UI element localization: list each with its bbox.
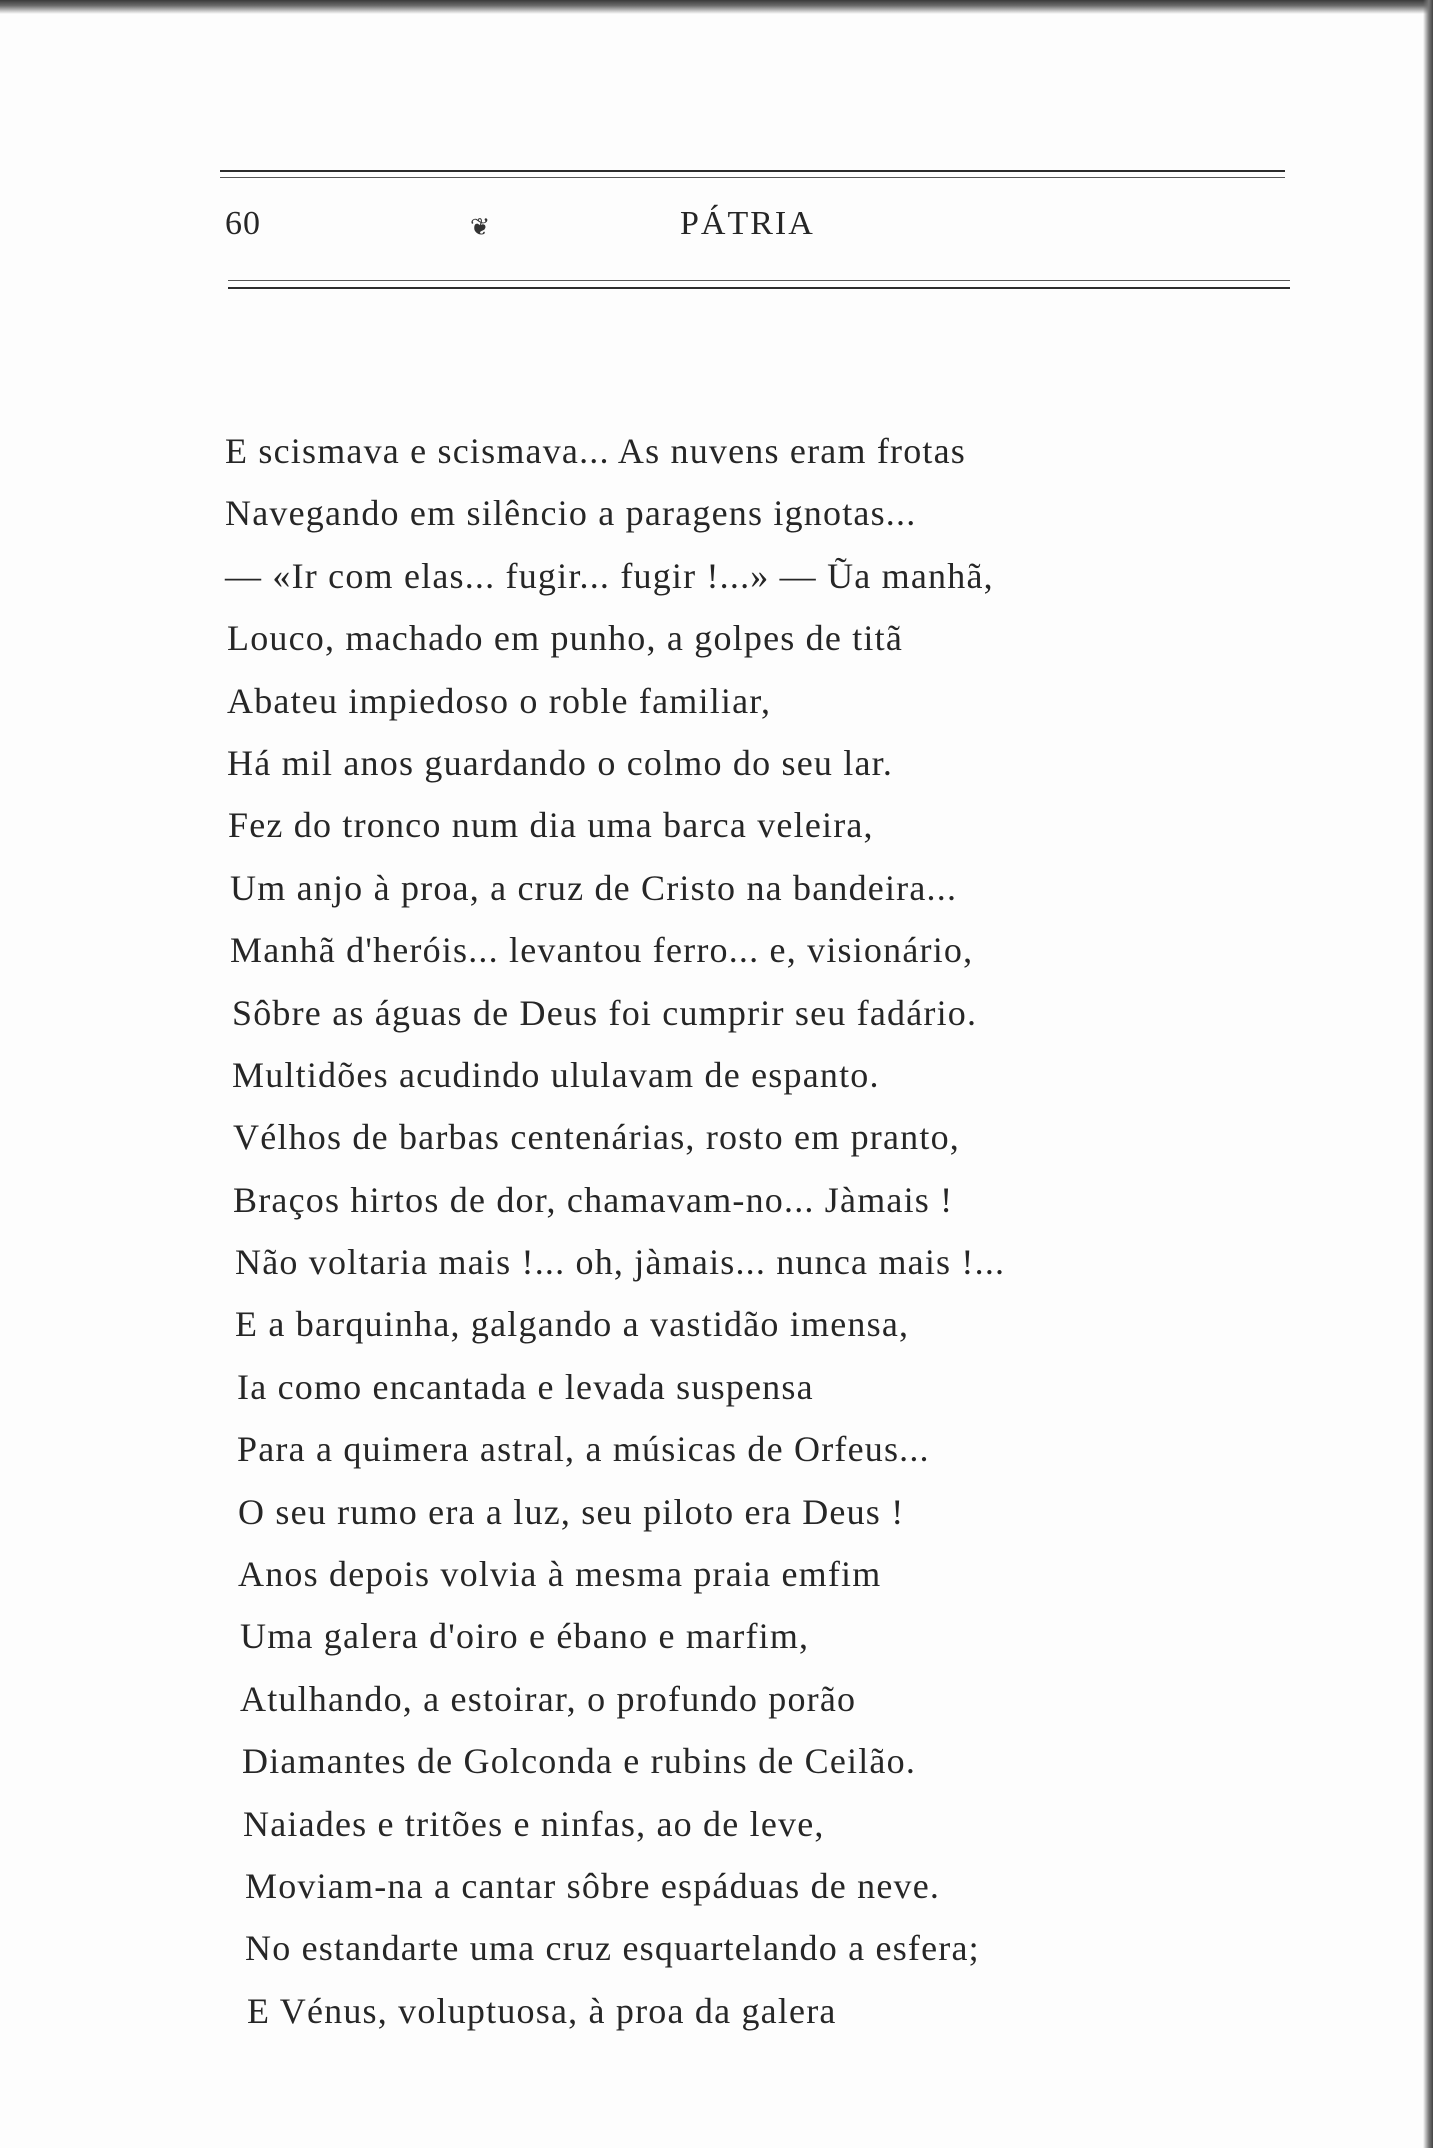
verse-line: Sôbre as águas de Deus foi cumprir seu fadário. <box>232 992 978 1033</box>
fleuron-icon: ❦ <box>470 215 491 241</box>
verse-line: Atulhando, a estoirar, o profundo porão <box>240 1678 857 1719</box>
verse-line: — «Ir com elas... fugir... fugir !...» — Ũa manhã, <box>225 555 994 596</box>
running-header <box>225 205 1285 255</box>
verse-line: Navegando em silêncio a paragens ignotas... <box>225 493 917 534</box>
verse-line: E a barquinha, galgando a vastidão imensa, <box>235 1304 910 1345</box>
verse-line: No estandarte uma cruz esquartelando a esfera; <box>245 1928 980 1969</box>
verse-line: E scismava e scismava... As nuvens eram frotas <box>225 431 967 471</box>
verse-line: Abateu impiedoso o roble familiar, <box>227 680 772 721</box>
running-title: PÁTRIA <box>680 205 815 242</box>
scan-right-edge <box>1423 0 1433 2148</box>
verse-line: Há mil anos guardando o colmo do seu lar. <box>227 742 894 783</box>
verse-line: Ia como encantada e levada suspensa <box>237 1366 814 1407</box>
verse-line: E Vénus, voluptuosa, à proa da galera <box>247 1990 837 2031</box>
verse-line: Não voltaria mais !... oh, jàmais... nunca mais !... <box>235 1242 1006 1283</box>
verse-line: O seu rumo era a luz, seu piloto era Deus ! <box>238 1491 905 1532</box>
verse-line: Braços hirtos de dor, chamavam-no... Jàmais ! <box>233 1179 954 1220</box>
verse-line: Manhã d'heróis... levantou ferro... e, visionário, <box>230 930 974 971</box>
verse-line: Naiades e tritões e ninfas, ao de leve, <box>243 1803 825 1844</box>
verse-line: Louco, machado em punho, a golpes de titã <box>227 618 904 659</box>
verse-line: Diamantes de Golconda e rubins de Ceilão. <box>242 1741 917 1782</box>
header-rule-top <box>220 170 1285 172</box>
verse-line: Anos depois volvia à mesma praia emfim <box>238 1554 882 1595</box>
verse-line: Um anjo à proa, a cruz de Cristo na bandeira... <box>230 867 958 908</box>
page-number: 60 <box>225 205 261 242</box>
verse-line: Para a quimera astral, a músicas de Orfeus... <box>237 1429 930 1470</box>
verse-line: Fez do tronco num dia uma barca veleira, <box>228 805 874 846</box>
header-rule-bottom <box>228 287 1290 289</box>
verse-line: Moviam-na a cantar sôbre espáduas de neve. <box>245 1865 941 1906</box>
header-rule-top-inner <box>220 177 1285 178</box>
verse-line: Vélhos de barbas centenárias, rosto em pranto, <box>233 1117 960 1158</box>
verse-line: Uma galera d'oiro e ébano e marfim, <box>240 1616 810 1657</box>
verse-line: Multidões acudindo ululavam de espanto. <box>232 1054 880 1095</box>
header-rule-bottom-inner <box>228 280 1290 281</box>
scan-top-edge <box>0 0 1433 14</box>
poem-text <box>225 420 1225 2042</box>
